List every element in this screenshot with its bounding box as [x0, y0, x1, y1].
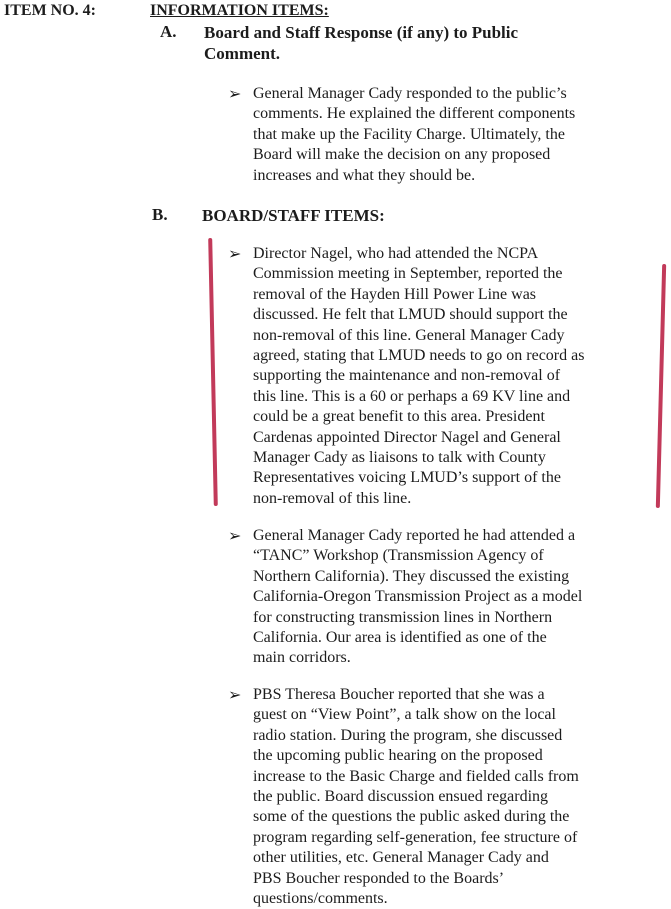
bullet-a-1 — [253, 84, 663, 186]
bullet-b-3 — [253, 685, 667, 909]
bullet-line: program regarding self-generation, fee structure of — [253, 828, 578, 846]
bullet-arrow-icon: ➢ — [228, 528, 242, 545]
bullet-b-2 — [253, 526, 665, 669]
bullet-line: that make up the Facility Charge. Ultimately, the — [253, 125, 565, 143]
bullet-line: non-removal of this line. General Manager Cady — [253, 326, 565, 344]
bullet-line: other utilities, etc. General Manager Cady and — [253, 849, 549, 867]
bullet-line: PBS Boucher responded to the Boards’ — [253, 869, 505, 887]
bullet-line: the public. Board discussion ensued regarding — [253, 788, 549, 806]
bullet-line: California. Our area is identified as one of the — [253, 629, 547, 647]
bullet-line: General Manager Cady reported he had attended a — [253, 527, 576, 544]
bullet-line: main corridors. — [253, 649, 351, 667]
bullet-line: “TANC” Workshop (Transmission Agency of — [253, 547, 544, 565]
bullet-arrow-icon: ➢ — [228, 246, 242, 263]
bullet-line: could be a great benefit to this area. President — [253, 408, 545, 426]
bullet-line: Cardenas appointed Director Nagel and General — [253, 428, 561, 446]
bullet-line: increase to the Basic Charge and fielded calls from — [253, 767, 579, 785]
bullet-line: guest on “View Point”, a talk show on the local — [253, 706, 556, 724]
bullet-line: some of the questions the public asked during the — [253, 808, 570, 826]
section-a-title-line: Comment. — [204, 44, 281, 63]
bullet-arrow-icon: ➢ — [228, 687, 242, 704]
bullet-line: non-removal of this line. — [253, 489, 412, 507]
bullet-line: Manager Cady as liaisons to talk with County — [253, 449, 546, 467]
bullet-line: the upcoming public hearing on the proposed — [253, 747, 543, 765]
bullet-arrow-icon: ➢ — [228, 86, 242, 103]
bullet-line: PBS Theresa Boucher reported that she was a — [253, 686, 545, 703]
section-a-title-line: Board and Staff Response (if any) to Public — [204, 23, 519, 42]
section-b-title: BOARD/STAFF ITEMS: — [202, 206, 385, 225]
bullet-line: this line. This is a 60 or perhaps a 69 KV line and — [253, 387, 571, 405]
bullet-line: supporting the maintenance and non-removal of — [253, 367, 561, 385]
bullet-line: California-Oregon Transmission Project as a model — [253, 588, 583, 606]
bullet-line: Representatives voicing LMUD’s support of the — [253, 469, 561, 487]
item-title: INFORMATION ITEMS: — [150, 2, 329, 19]
bullet-line: agreed, stating that LMUD needs to go on record as — [253, 347, 585, 365]
bullet-line: General Manager Cady responded to the public’s — [253, 85, 567, 102]
bullet-line: discussed. He felt that LMUD should support the — [253, 306, 568, 324]
section-a-letter: A. — [160, 22, 177, 41]
bullet-b-1 — [253, 244, 665, 509]
bullet-line: comments. He explained the different components — [253, 105, 576, 123]
section-b-letter: B. — [152, 205, 168, 224]
section-a-title — [204, 22, 624, 64]
bullet-line: radio station. During the program, she discussed — [253, 726, 563, 744]
bullet-line: removal of the Hayden Hill Power Line was — [253, 285, 537, 303]
bullet-line: Commission meeting in September, reported the — [253, 265, 563, 283]
bullet-line: Board will make the decision on any proposed — [253, 146, 551, 164]
highlighter-mark-left — [208, 238, 218, 506]
bullet-line: questions/comments. — [253, 890, 388, 908]
bullet-line: Northern California). They discussed the existing — [253, 567, 570, 585]
bullet-line: Director Nagel, who had attended the NCPA — [253, 245, 539, 262]
item-number: ITEM NO. 4: — [4, 2, 96, 19]
bullet-line: increases and what they should be. — [253, 166, 476, 184]
bullet-line: for constructing transmission lines in Northern — [253, 608, 553, 626]
